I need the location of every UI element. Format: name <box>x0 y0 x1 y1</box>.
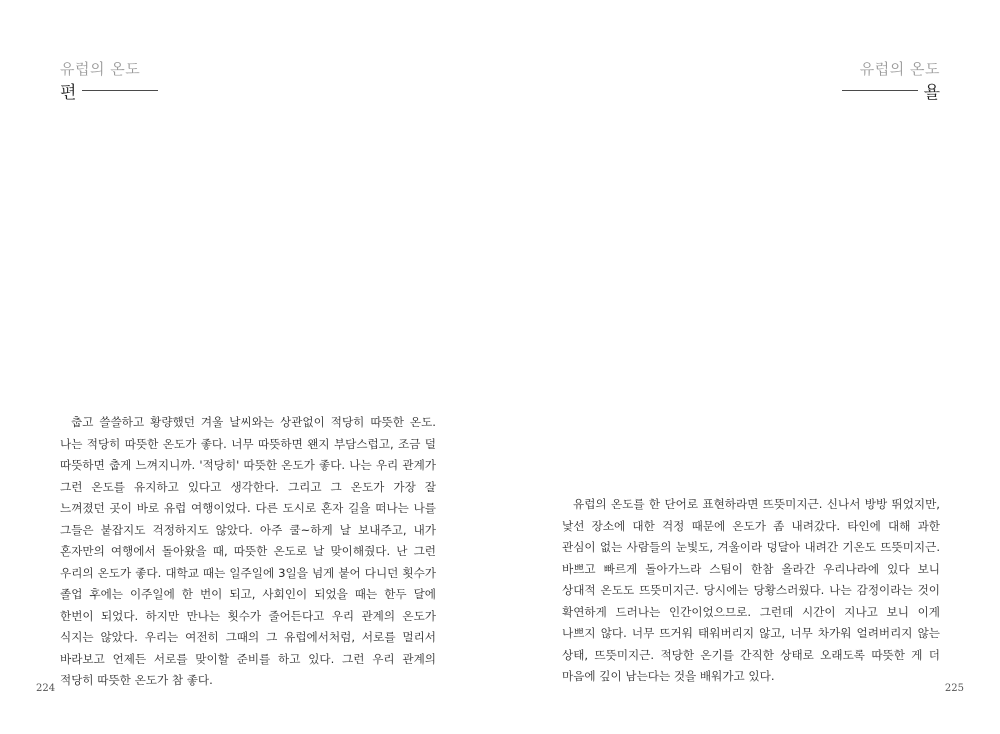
body-paragraph: 춥고 쓸쓸하고 황량했던 겨울 날씨와는 상관없이 적당히 따뜻한 온도. 나는 적당히 따뜻한 온도가 좋다. 너무 따뜻하면 왠지 부담스럽고, 조금 덜 따뜻하면 춥게 느껴지니까. '적당히' 따뜻한 온도가 좋다. 나는 우리 관계가 그런 온도를 유지하고 있다고 생각한다. 그리고 그 온도가 가장 잘 느껴졌던 곳이 바로 유럽 여행이었다. 다른 도시로 혼자 길을 떠나는 나를 그들은 붙잡지도 걱정하지도 않았다. 아주 쿨~하게 날 보내주고, 내가 혼자만의 여행에서 돌아왔을 때, 따뜻한 온도로 날 맞이해줬다. 난 그런 우리의 온도가 좋다. 대학교 때는 일주일에 3일을 넘게 붙어 다니던 횟수가 졸업 후에는 이주일에 한 번이 되고, 사회인이 되었을 때는 한두 달에 한번이 되었다. 하지만 만나는 횟수가 줄어든다고 우리 관계의 온도가 식지는 않았다. 우리는 여전히 그때의 그 유럽에서처럼, 서로를 멀리서 바라보고 언제든 서로를 맞이할 준비를 하고 있다. 그런 우리 관계의 적당히 따뜻한 온도가 참 좋다. <box>60 415 436 687</box>
page-number: 225 <box>944 683 964 694</box>
chapter-word: 욜 <box>923 83 940 103</box>
heading-rule <box>842 90 918 91</box>
right-page <box>500 0 1000 734</box>
heading-rule <box>82 90 158 91</box>
running-head: 유럽의 온도 <box>60 60 141 78</box>
body-paragraph: 유럽의 온도를 한 단어로 표현하라면 뜨뜻미지근. 신나서 방방 뛰었지만, 낯선 장소에 대한 걱정 때문에 온도가 좀 내려갔다. 타인에 대해 과한 관심이 없는 사람들의 눈빛도, 겨울이라 덩달아 내려간 기온도 뜨뜻미지근. 바쁘고 빠르게 돌아가느라 스팀이 한참 올라간 우리나라에 있다 보니 상대적 온도도 뜨뜻미지근. 당시에는 당황스러웠다. 나는 감정이라는 것이 확연하게 드러나는 인간이었으므로. 그런데 시간이 지나고 보니 이게 나쁘지 않다. 너무 뜨거워 태워버리지 않고, 너무 차가워 얼려버리지 않는 상태, 뜨뜻미지근. 적당한 온기를 간직한 상태로 오래도록 따뜻한 게 더 마음에 깊이 남는다는 것을 배워가고 있다. <box>562 497 940 683</box>
page-number: 224 <box>36 683 56 694</box>
chapter-word: 편 <box>60 83 77 103</box>
running-head: 유럽의 온도 <box>859 60 940 78</box>
